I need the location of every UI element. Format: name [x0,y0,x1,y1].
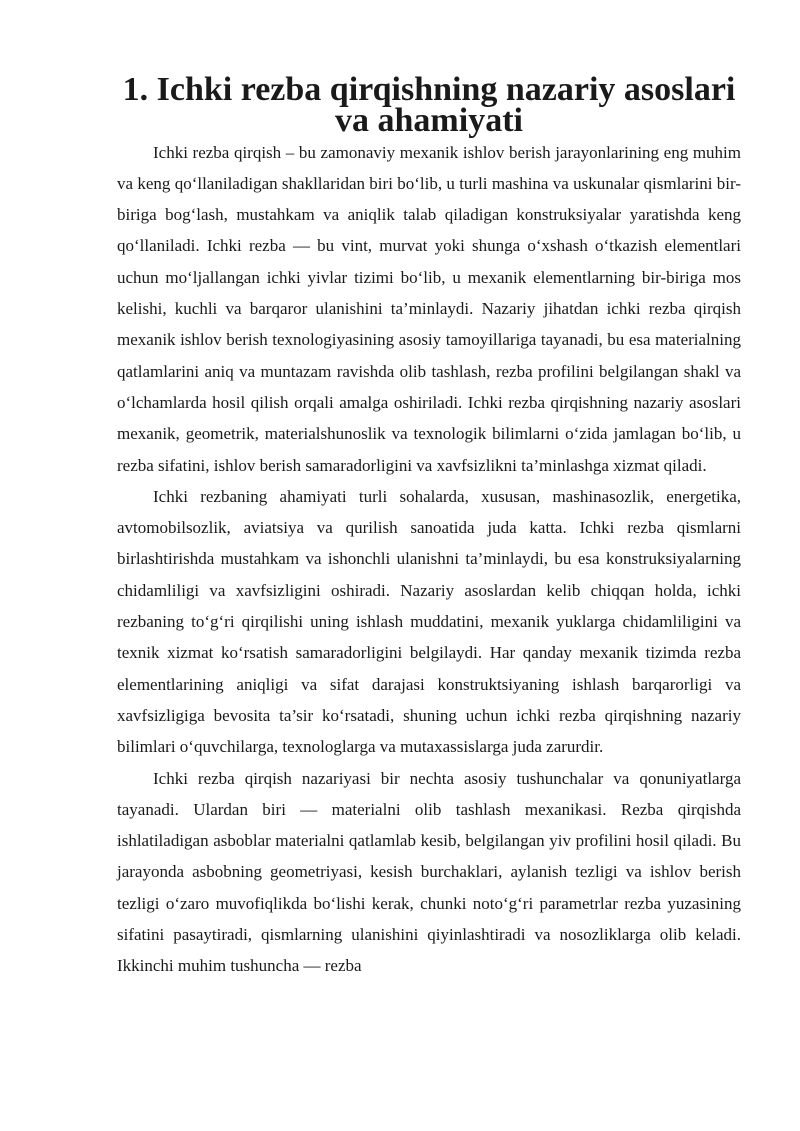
paragraph-3: Ichki rezba qirqish nazariyasi bir nechta asosiy tushunchalar va qonuniyatlarga tayanadi. Ulardan biri — materialni olib tashlash mexanikasi. Rezba qirqishda ishlatiladigan asboblar materialni qatlamlab kesib, belgilangan yiv profilini hosil qiladi. Bu jarayonda asbobning geometriyasi, kesish burchaklari, aylanish tezligi va ishlov berish tezligi o‘zaro muvofiqlikda bo‘lishi kerak, chunki noto‘g‘ri parametrlar rezba yuzasining sifatini pasaytiradi, qismlarning ulanishini qiyinlashtiradi va nosozliklarga olib keladi. Ikkinchi muhim tushuncha — rezba [117,768,741,976]
paragraph-2: Ichki rezbaning ahamiyati turli sohalarda, xususan, mashinasozlik, energetika, avtomobilsozlik, aviatsiya va qurilish sanoatida juda katta. Ichki rezba qismlarni birlashtirishda mustahkam va ishonchli ulanishni ta’minlaydi, bu esa konstruksiyalarning chidamliligi va xavfsizligini oshiradi. Nazariy asoslardan kelib chiqqan holda, ichki rezbaning to‘g‘ri qirqilishi uning ishlash muddatini, mexanik yuklarga chidamliligini va texnik xizmat ko‘rsatish samaradorligini belgilaydi. Har qanday mexanik tizimda rezba elementlarining aniqligi va sifat darajasi konstruktsiyaning ishlash barqarorligi va xavfsizligiga bevosita ta’sir ko‘rsatadi, shuning uchun ichki rezba qirqishning nazariy bilimlari o‘quvchilarga, texnologlarga va mutaxassislarga juda zarurdir. [117,486,741,757]
paragraph-1: Ichki rezba qirqish – bu zamonaviy mexanik ishlov berish jarayonlarining eng muhim va keng qo‘llaniladigan shakllaridan biri bo‘lib, u turli mashina va uskunalar qismlarini bir-biriga bog‘lash, mustahkam va aniqlik talab qiladigan konstruksiyalar yaratishda keng qo‘llaniladi. Ichki rezba — bu vint, murvat yoki shunga o‘xshash o‘tkazish elementlari uchun mo‘ljallangan ichki yivlar tizimi bo‘lib, u mexanik elementlarning bir-biriga mos kelishi, kuchli va barqaror ulanishini ta’minlaydi. Nazariy jihatdan ichki rezba qirqish mexanik ishlov berish texnologiyasining asosiy tamoyillariga tayanadi, bu esa materialning qatlamlarini aniq va muntazam ravishda olib tashlash, rezba profilini belgilangan shakl va o‘lchamlarda hosil qilish orqali amalga oshiriladi. Ichki rezba qirqishning nazariy asoslari mexanik, geometrik, materialshunoslik va texnologik bilimlarni o‘zida jamlagan bo‘lib, u rezba sifatini, ishlov berish samaradorligini va xavfsizlikni ta’minlashga xizmat qiladi. [117,142,741,475]
document-body [117,71,741,982]
section-title: 1. Ichki rezba qirqishning nazariy asoslari va ahamiyati [122,71,736,140]
